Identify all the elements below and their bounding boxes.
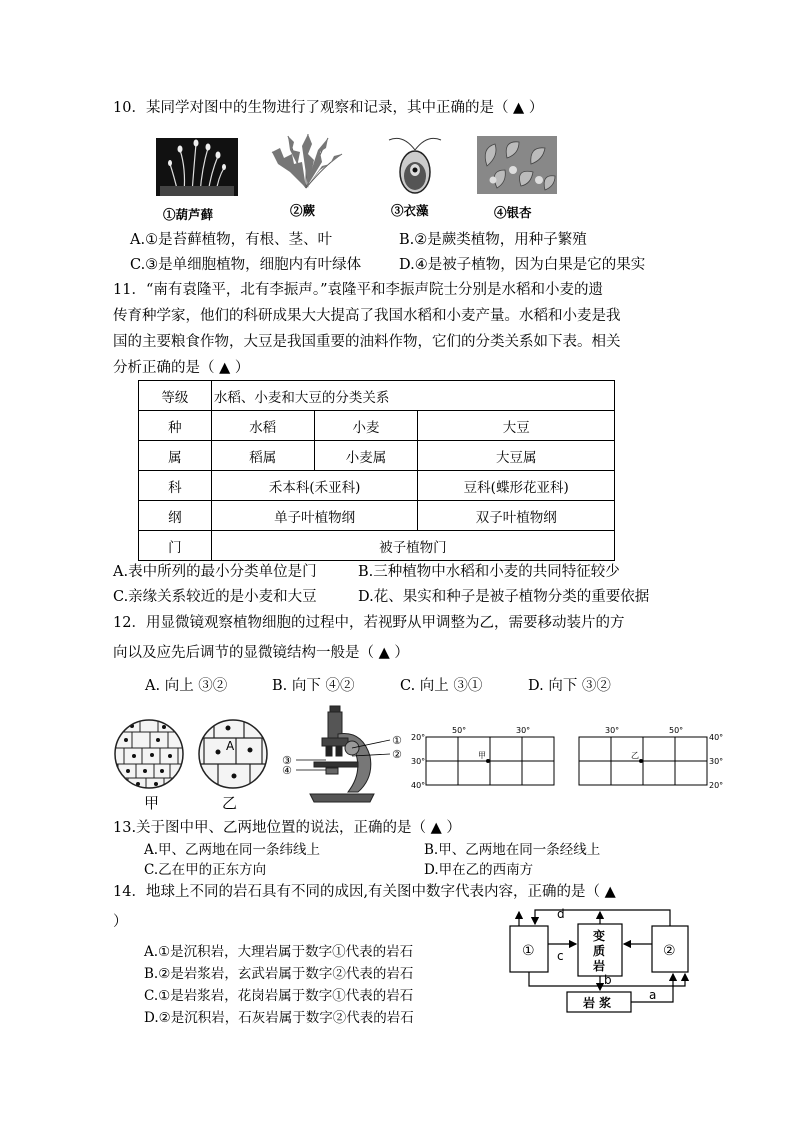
arrow-label-c: c <box>557 949 564 963</box>
table-cell: 小麦属 <box>314 441 418 471</box>
ginkgo-image <box>477 136 557 194</box>
arrow-label-b: b <box>604 973 612 987</box>
table-cell: 豆科(蝶形花亚科) <box>418 471 615 501</box>
q11-stem-line3: 国的主要粮食作物，大豆是我国重要的油料作物，它们的分类关系如下表。相关 <box>113 334 621 350</box>
table-row <box>139 501 615 531</box>
grid1-point-label: 甲 <box>478 751 486 760</box>
q10-stem: 10．某同学对图中的生物进行了观察和记录，其中正确的是（ ▲ ） <box>113 100 544 116</box>
mic-label-3: ③ <box>282 754 292 767</box>
grid2-right-20: 20° <box>709 781 724 790</box>
latlon-grid-jia <box>410 724 558 790</box>
q10-option-b[interactable]: B.②是蕨类植物，用种子繁殖 <box>399 232 587 248</box>
q10-option-d[interactable]: D.④是被子植物，因为白果是它的果实 <box>399 257 646 273</box>
meta-char-3: 岩 <box>593 959 606 973</box>
table-cell: 禾本科(禾亚科) <box>211 471 418 501</box>
table-row <box>139 411 615 441</box>
mic-label-2: ② <box>392 748 402 761</box>
table-cell: 大豆 <box>418 411 615 441</box>
table-cell: 属 <box>139 441 212 471</box>
chlamydomonas-image <box>385 132 445 196</box>
q11-option-c[interactable]: C.亲缘关系较近的是小麦和大豆 <box>113 589 317 605</box>
table-row <box>139 441 615 471</box>
arrow-label-d: d <box>557 907 565 921</box>
caption-moss: ①葫芦藓 <box>163 207 214 222</box>
caption-fern: ②蕨 <box>290 203 316 218</box>
grid2-top-50: 50° <box>669 726 684 735</box>
q14-option-c[interactable]: C.①是岩浆岩，花岗岩属于数字①代表的岩石 <box>144 988 414 1004</box>
grid1-left-40: 40° <box>411 781 426 790</box>
table-cell: 双子叶植物纲 <box>418 501 615 531</box>
table-cell: 被子植物门 <box>211 531 614 561</box>
moss-image <box>156 138 238 196</box>
grid2-right-40: 40° <box>709 733 724 742</box>
q14-stem-close: ） <box>113 914 128 930</box>
grid1-top-50: 50° <box>452 726 467 735</box>
q12-stem-line2: 向以及应先后调节的显微镜结构一般是（ ▲ ） <box>113 645 409 661</box>
mic-label-4: ④ <box>282 764 292 777</box>
magma-label: 岩 浆 <box>583 996 612 1010</box>
grid1-top-30: 30° <box>516 726 531 735</box>
q11-stem-line2: 传育种学家，他们的科研成果大大提高了我国水稻和小麦产量。水稻和小麦是我 <box>113 308 621 324</box>
q13-option-a[interactable]: A.甲、乙两地在同一条纬线上 <box>144 842 321 858</box>
caption-ginkgo: ④银杏 <box>494 205 532 220</box>
table-row <box>139 381 615 411</box>
q14-option-a[interactable]: A.①是沉积岩，大理岩属于数字①代表的岩石 <box>144 944 414 960</box>
q11-option-d[interactable]: D.花、果实和种子是被子植物分类的重要依据 <box>358 589 650 605</box>
table-cell: 种 <box>139 411 212 441</box>
q14-option-b[interactable]: B.②是岩浆岩，玄武岩属于数字②代表的岩石 <box>144 966 414 982</box>
meta-char-1: 变 <box>593 929 606 943</box>
field-of-view-yi <box>196 718 270 790</box>
label-yi: 乙 <box>222 794 238 812</box>
q12-option-a[interactable]: A. 向上 ③② <box>145 678 228 694</box>
cell-mark: A <box>226 739 235 753</box>
q10-option-c[interactable]: C.③是单细胞植物，细胞内有叶绿体 <box>130 257 362 273</box>
grid2-point-label: 乙 <box>631 751 639 760</box>
table-cell: 门 <box>139 531 212 561</box>
q10-option-a[interactable]: A.①是苔藓植物，有根、茎、叶 <box>130 232 333 248</box>
q14-option-d[interactable]: D.②是沉积岩，石灰岩属于数字②代表的岩石 <box>144 1010 414 1026</box>
table-row <box>139 471 615 501</box>
q13-stem: 13.关于图中甲、乙两地位置的说法，正确的是（ ▲ ） <box>113 820 461 836</box>
q12-option-c[interactable]: C. 向上 ③① <box>400 678 483 694</box>
table-cell: 稻属 <box>211 441 314 471</box>
grid2-right-30: 30° <box>709 757 724 766</box>
table-cell: 纲 <box>139 501 212 531</box>
classification-table <box>138 380 615 561</box>
q11-option-b[interactable]: B.三种植物中水稻和小麦的共同特征较少 <box>358 564 620 580</box>
rock-box-1: ① <box>522 943 535 959</box>
table-row <box>139 531 615 561</box>
meta-char-2: 质 <box>593 944 606 958</box>
q11-stem-line1: 11．“南有袁隆平，北有李振声。”袁隆平和李振声院士分别是水稻和小麦的遗 <box>113 282 604 298</box>
rock-box-2: ② <box>663 943 676 959</box>
table-header-level: 等级 <box>139 381 212 411</box>
table-cell: 大豆属 <box>418 441 615 471</box>
table-cell: 水稻 <box>211 411 314 441</box>
grid1-left-20: 20° <box>411 733 426 742</box>
q13-option-d[interactable]: D.甲在乙的西南方 <box>424 862 534 878</box>
rock-cycle-diagram <box>505 904 701 1016</box>
q12-option-d[interactable]: D. 向下 ③② <box>528 678 611 694</box>
label-jia: 甲 <box>144 794 160 812</box>
field-of-view-jia <box>112 718 186 790</box>
q11-stem-line4: 分析正确的是（ ▲ ） <box>113 360 250 376</box>
table-header-title: 水稻、小麦和大豆的分类关系 <box>211 381 614 411</box>
grid1-left-30: 30° <box>411 757 426 766</box>
grid2-top-30: 30° <box>605 726 620 735</box>
table-cell: 小麦 <box>314 411 418 441</box>
table-cell: 单子叶植物纲 <box>211 501 418 531</box>
point-jia <box>486 759 490 763</box>
table-cell: 科 <box>139 471 212 501</box>
point-yi <box>639 759 643 763</box>
arrow-label-a: a <box>649 988 657 1002</box>
mic-label-1: ① <box>392 734 402 747</box>
q13-option-c[interactable]: C.乙在甲的正东方向 <box>144 862 267 878</box>
microscope-image <box>278 704 408 804</box>
q13-option-b[interactable]: B.甲、乙两地在同一条经线上 <box>424 842 601 858</box>
fern-image <box>268 132 344 190</box>
latlon-grid-yi <box>577 724 725 790</box>
q12-option-b[interactable]: B. 向下 ④② <box>272 678 355 694</box>
caption-chlamydomonas: ③衣藻 <box>391 203 429 218</box>
q12-stem-line1: 12．用显微镜观察植物细胞的过程中，若视野从甲调整为乙，需要移动装片的方 <box>113 615 625 631</box>
q11-option-a[interactable]: A.表中所列的最小分类单位是门 <box>113 564 317 580</box>
q14-stem: 14．地球上不同的岩石具有不同的成因,有关图中数字代表内容，正确的是（ ▲ <box>113 884 616 900</box>
